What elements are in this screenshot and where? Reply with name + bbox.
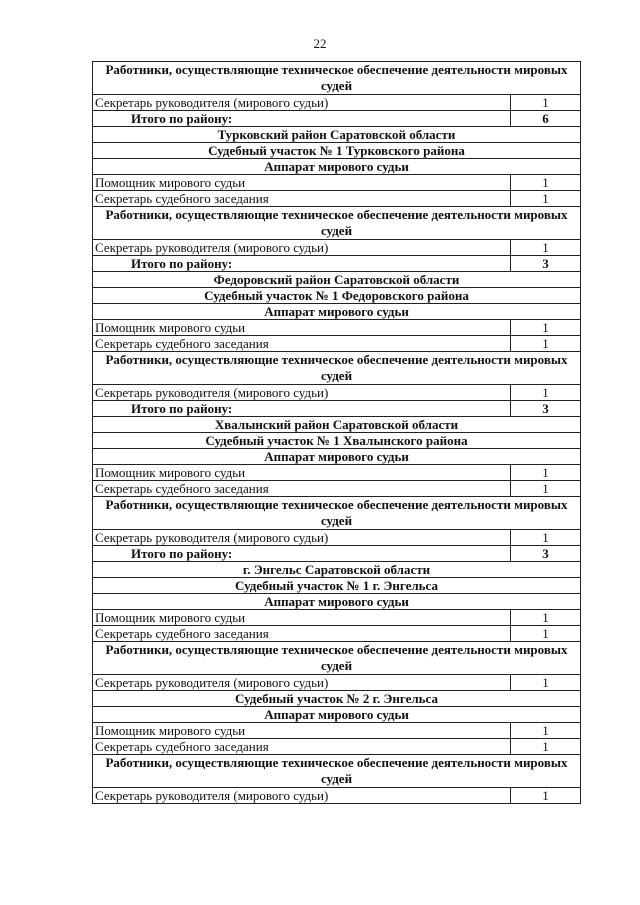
district-total-label: Итого по району: — [93, 256, 511, 272]
section-header: Аппарат мирового судьи — [93, 159, 581, 175]
district-total-label: Итого по району: — [93, 546, 511, 562]
position-count: 1 — [511, 191, 581, 207]
position-name: Помощник мирового судьи — [93, 465, 511, 481]
district-total-row — [93, 401, 581, 417]
section-header-row — [93, 207, 581, 240]
section-header: Судебный участок № 1 г. Энгельса — [93, 578, 581, 594]
section-header-row — [93, 497, 581, 530]
section-header: Работники, осуществляющие техническое обеспечение деятельности мировых судей — [93, 755, 581, 788]
position-row — [93, 530, 581, 546]
position-row — [93, 465, 581, 481]
staffing-table-body — [93, 62, 581, 804]
position-name: Секретарь судебного заседания — [93, 191, 511, 207]
section-header: Судебный участок № 1 Турковского района — [93, 143, 581, 159]
section-header-row — [93, 642, 581, 675]
position-name: Секретарь судебного заседания — [93, 626, 511, 642]
district-total-value: 3 — [511, 256, 581, 272]
section-header: Судебный участок № 1 Хвалынского района — [93, 433, 581, 449]
district-total-row — [93, 546, 581, 562]
section-header-row — [93, 127, 581, 143]
section-header: Работники, осуществляющие техническое обеспечение деятельности мировых судей — [93, 352, 581, 385]
district-total-value: 6 — [511, 111, 581, 127]
position-row — [93, 175, 581, 191]
position-row — [93, 385, 581, 401]
section-header-row — [93, 691, 581, 707]
position-row — [93, 320, 581, 336]
section-header: Аппарат мирового судьи — [93, 707, 581, 723]
position-name: Секретарь руководителя (мирового судьи) — [93, 385, 511, 401]
district-total-value: 3 — [511, 546, 581, 562]
position-name: Помощник мирового судьи — [93, 175, 511, 191]
position-count: 1 — [511, 610, 581, 626]
section-header-row — [93, 594, 581, 610]
position-name: Помощник мирового судьи — [93, 723, 511, 739]
position-name: Помощник мирового судьи — [93, 610, 511, 626]
section-header-row — [93, 755, 581, 788]
position-count: 1 — [511, 626, 581, 642]
position-count: 1 — [511, 465, 581, 481]
position-name: Секретарь руководителя (мирового судьи) — [93, 788, 511, 804]
position-count: 1 — [511, 675, 581, 691]
section-header: Федоровский район Саратовской области — [93, 272, 581, 288]
position-count: 1 — [511, 723, 581, 739]
section-header: Аппарат мирового судьи — [93, 304, 581, 320]
section-header: Аппарат мирового судьи — [93, 594, 581, 610]
district-total-row — [93, 256, 581, 272]
district-total-label: Итого по району: — [93, 111, 511, 127]
section-header-row — [93, 433, 581, 449]
section-header-row — [93, 352, 581, 385]
district-total-row — [93, 111, 581, 127]
position-row — [93, 240, 581, 256]
section-header: Работники, осуществляющие техническое обеспечение деятельности мировых судей — [93, 497, 581, 530]
position-count: 1 — [511, 320, 581, 336]
staffing-table — [92, 61, 581, 804]
position-name: Секретарь судебного заседания — [93, 739, 511, 755]
district-total-label: Итого по району: — [93, 401, 511, 417]
position-count: 1 — [511, 175, 581, 191]
section-header: Хвалынский район Саратовской области — [93, 417, 581, 433]
position-name: Помощник мирового судьи — [93, 320, 511, 336]
district-total-value: 3 — [511, 401, 581, 417]
position-row — [93, 336, 581, 352]
section-header-row — [93, 62, 581, 95]
position-count: 1 — [511, 240, 581, 256]
position-row — [93, 610, 581, 626]
section-header: Работники, осуществляющие техническое обеспечение деятельности мировых судей — [93, 62, 581, 95]
position-name: Секретарь руководителя (мирового судьи) — [93, 240, 511, 256]
position-count: 1 — [511, 739, 581, 755]
position-count: 1 — [511, 385, 581, 401]
position-count: 1 — [511, 95, 581, 111]
section-header: Судебный участок № 1 Федоровского района — [93, 288, 581, 304]
section-header-row — [93, 578, 581, 594]
section-header-row — [93, 304, 581, 320]
section-header-row — [93, 417, 581, 433]
section-header: Работники, осуществляющие техническое обеспечение деятельности мировых судей — [93, 642, 581, 675]
page-number: 22 — [313, 36, 327, 51]
position-name: Секретарь руководителя (мирового судьи) — [93, 675, 511, 691]
section-header: Судебный участок № 2 г. Энгельса — [93, 691, 581, 707]
section-header-row — [93, 143, 581, 159]
position-row — [93, 626, 581, 642]
section-header-row — [93, 449, 581, 465]
section-header-row — [93, 272, 581, 288]
section-header-row — [93, 562, 581, 578]
position-name: Секретарь руководителя (мирового судьи) — [93, 95, 511, 111]
position-row — [93, 739, 581, 755]
position-row — [93, 191, 581, 207]
section-header: г. Энгельс Саратовской области — [93, 562, 581, 578]
position-count: 1 — [511, 530, 581, 546]
position-count: 1 — [511, 788, 581, 804]
position-row — [93, 95, 581, 111]
section-header: Турковский район Саратовской области — [93, 127, 581, 143]
position-count: 1 — [511, 336, 581, 352]
section-header-row — [93, 159, 581, 175]
position-row — [93, 788, 581, 804]
position-row — [93, 723, 581, 739]
section-header-row — [93, 288, 581, 304]
section-header: Работники, осуществляющие техническое обеспечение деятельности мировых судей — [93, 207, 581, 240]
position-name: Секретарь судебного заседания — [93, 481, 511, 497]
position-row — [93, 675, 581, 691]
position-name: Секретарь судебного заседания — [93, 336, 511, 352]
position-name: Секретарь руководителя (мирового судьи) — [93, 530, 511, 546]
position-count: 1 — [511, 481, 581, 497]
section-header: Аппарат мирового судьи — [93, 449, 581, 465]
position-row — [93, 481, 581, 497]
section-header-row — [93, 707, 581, 723]
